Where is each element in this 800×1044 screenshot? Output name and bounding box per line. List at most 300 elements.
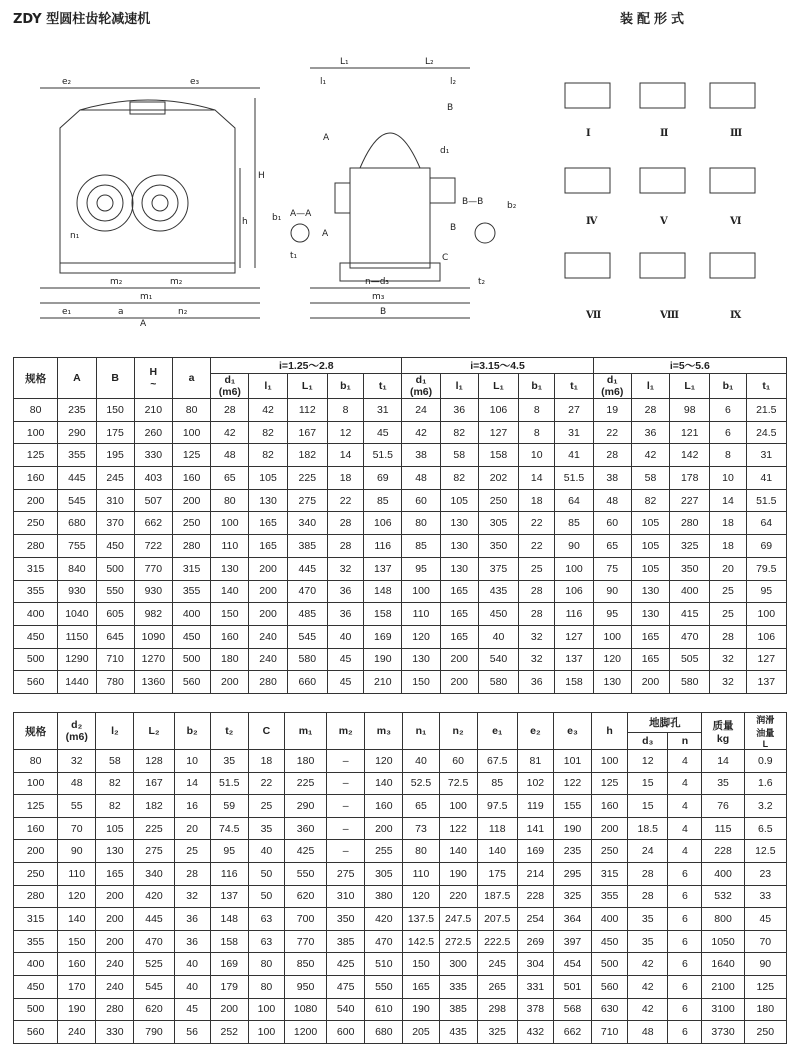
table-cell: 500 (172, 648, 210, 671)
table-cell: 355 (58, 444, 96, 467)
table-cell: 432 (517, 1021, 553, 1044)
col2-d3: d₃ (628, 733, 668, 750)
table-cell: 85 (364, 489, 402, 512)
table-cell: 165 (440, 603, 478, 626)
table-row (14, 862, 787, 885)
col2-e2: e₂ (517, 713, 553, 750)
dim-B: B (380, 307, 387, 317)
table-cell: 6 (668, 1021, 702, 1044)
table-cell: 130 (440, 512, 478, 535)
table-cell: 98 (670, 399, 710, 422)
table-cell: 252 (210, 1021, 248, 1044)
table-cell: 310 (327, 885, 365, 908)
table-cell: 275 (287, 489, 327, 512)
table-cell: 28 (327, 512, 363, 535)
table-cell: 280 (670, 512, 710, 535)
table-cell: 32 (58, 750, 96, 773)
table-cell: 48 (628, 1021, 668, 1044)
table-cell: 14 (519, 467, 555, 490)
table-cell: 80 (403, 840, 439, 863)
table-cell: 500 (14, 648, 58, 671)
dim-b2: b₂ (507, 201, 517, 211)
table-cell: 28 (628, 885, 668, 908)
table-cell: 36 (519, 671, 555, 694)
table-cell: 6 (668, 930, 702, 953)
table-cell: 190 (403, 998, 439, 1021)
table-cell: 378 (517, 998, 553, 1021)
table-cell: 710 (96, 648, 134, 671)
table-cell: 250 (14, 862, 58, 885)
table-cell: 550 (284, 862, 326, 885)
table-row (14, 557, 787, 580)
col-m6-r2: (m6) (409, 386, 433, 398)
table-cell: 14 (174, 772, 210, 795)
col2-n: n (668, 733, 702, 750)
table-cell: 35 (248, 817, 284, 840)
table-cell: 4 (668, 840, 702, 863)
table-cell: 137 (746, 671, 786, 694)
col2-kg: kg (716, 732, 730, 745)
table-cell: 35 (210, 750, 248, 773)
table-cell: 620 (284, 885, 326, 908)
table-cell: 12 (327, 421, 363, 444)
table-cell: 130 (593, 671, 631, 694)
table-cell: 35 (628, 908, 668, 931)
table-cell: 100 (555, 557, 593, 580)
table-cell: 355 (172, 580, 210, 603)
table-cell: 18 (710, 535, 746, 558)
table-cell: 10 (174, 750, 210, 773)
table-cell: 90 (555, 535, 593, 558)
table-cell: 167 (134, 772, 174, 795)
table-cell: 200 (592, 817, 628, 840)
table-cell: 50 (248, 885, 284, 908)
table-row (14, 930, 787, 953)
table-cell: 220 (439, 885, 477, 908)
dim-n1: n₁ (70, 231, 80, 241)
col2-e3: e₃ (553, 713, 591, 750)
table-cell: 38 (593, 467, 631, 490)
table-cell: 195 (96, 444, 134, 467)
table-cell: 315 (14, 557, 58, 580)
table-cell: 454 (553, 953, 591, 976)
table-cell: 36 (327, 580, 363, 603)
table-cell: 42 (631, 444, 669, 467)
table-cell: 42 (249, 399, 287, 422)
col2-spec: 规格 (14, 713, 58, 750)
table-cell: 48 (593, 489, 631, 512)
table-cell: 501 (553, 975, 591, 998)
table-cell: 100 (14, 421, 58, 444)
table-cell: 507 (134, 489, 172, 512)
dim-A: A (140, 319, 147, 328)
table-cell: 28 (631, 399, 669, 422)
table-cell: 205 (403, 1021, 439, 1044)
table-cell: 930 (58, 580, 96, 603)
col-H (134, 358, 172, 399)
table-cell: 568 (553, 998, 591, 1021)
table-cell: 65 (593, 535, 631, 558)
table-cell: 982 (134, 603, 172, 626)
table-cell: 400 (670, 580, 710, 603)
assembly-label-1: Ⅰ (586, 128, 591, 139)
table-cell: 6 (710, 421, 746, 444)
table-cell: 32 (710, 671, 746, 694)
table-cell: 290 (58, 421, 96, 444)
table-cell: 190 (364, 648, 402, 671)
table-cell: 101 (553, 750, 591, 773)
table-cell: 350 (327, 908, 365, 931)
table-cell: 155 (553, 795, 591, 818)
table-cell: 60 (593, 512, 631, 535)
table-cell: 25 (519, 557, 555, 580)
table-cell: 80 (211, 489, 249, 512)
table-cell: 148 (364, 580, 402, 603)
table-cell: 250 (172, 512, 210, 535)
table-cell: 350 (478, 535, 518, 558)
col-b1-r2: b₁ (519, 374, 555, 399)
table-cell: 22 (519, 512, 555, 535)
table-cell: 158 (555, 671, 593, 694)
table-cell: 28 (593, 444, 631, 467)
table-cell: 385 (439, 998, 477, 1021)
col2-oil (744, 713, 786, 750)
dim-m1: m₁ (140, 292, 153, 302)
table-cell: 23 (744, 862, 786, 885)
col-L1-r1: L₁ (287, 374, 327, 399)
col-a: a (172, 358, 210, 399)
table-cell: 200 (96, 885, 134, 908)
table-cell: 42 (211, 421, 249, 444)
table-cell: 560 (14, 671, 58, 694)
table-cell: 36 (440, 399, 478, 422)
table-cell: 63 (248, 908, 284, 931)
table-cell: 228 (517, 885, 553, 908)
col-m6-r1: (m6) (218, 386, 241, 398)
table-cell: 105 (631, 512, 669, 535)
table-row (14, 467, 787, 490)
table-cell: 225 (284, 772, 326, 795)
col2-m6: (m6) (65, 731, 88, 743)
table-row (14, 772, 787, 795)
table-cell: 500 (14, 998, 58, 1021)
table-cell: 1040 (58, 603, 96, 626)
col2-C: C (248, 713, 284, 750)
table-cell: 40 (478, 625, 518, 648)
col2-n1: n₁ (403, 713, 439, 750)
table-cell: 770 (284, 930, 326, 953)
table-cell: 6 (668, 885, 702, 908)
table-cell: 48 (402, 467, 440, 490)
dim-m2b: m₂ (170, 277, 183, 287)
col-d1-r3 (593, 374, 631, 399)
table-cell: 470 (134, 930, 174, 953)
table-cell: 160 (211, 625, 249, 648)
table-cell: 180 (284, 750, 326, 773)
table-cell: 41 (746, 467, 786, 490)
col2-L2: L₂ (134, 713, 174, 750)
table-cell: 275 (134, 840, 174, 863)
table-cell: 24 (402, 399, 440, 422)
table-cell: 140 (211, 580, 249, 603)
table-cell: 56 (174, 1021, 210, 1044)
dim-nd3: n—d₃ (365, 277, 390, 287)
table-cell: 42 (402, 421, 440, 444)
table-cell: 400 (172, 603, 210, 626)
table-cell: 40 (403, 750, 439, 773)
table-cell: – (327, 817, 365, 840)
table-cell: 214 (517, 862, 553, 885)
table-cell: 58 (440, 444, 478, 467)
table-cell: 240 (249, 625, 287, 648)
table-cell: 90 (58, 840, 96, 863)
table-cell: 545 (287, 625, 327, 648)
table-cell: 28 (211, 399, 249, 422)
table-cell: 12.5 (744, 840, 786, 863)
table-cell: 1360 (134, 671, 172, 694)
table-cell: 130 (249, 489, 287, 512)
table-cell: 680 (58, 512, 96, 535)
table-cell: 380 (365, 885, 403, 908)
table-cell: 110 (211, 535, 249, 558)
table-cell: 445 (287, 557, 327, 580)
table-cell: 102 (517, 772, 553, 795)
table-cell: 290 (284, 795, 326, 818)
table-cell: 25 (710, 603, 746, 626)
table-cell: 130 (96, 840, 134, 863)
table-cell: 780 (96, 671, 134, 694)
table-cell: 580 (478, 671, 518, 694)
table-cell: 18.5 (628, 817, 668, 840)
table-cell: 42 (628, 953, 668, 976)
table-cell: 22 (248, 772, 284, 795)
table-cell: 120 (58, 885, 96, 908)
table-cell: 160 (592, 795, 628, 818)
table-cell: 51.5 (364, 444, 402, 467)
table-cell: 14 (327, 444, 363, 467)
table-cell: 8 (519, 421, 555, 444)
table-cell: 470 (365, 930, 403, 953)
col2-oil-2: 油量 (756, 728, 775, 738)
table-cell: 70 (58, 817, 96, 840)
table-cell: 325 (670, 535, 710, 558)
table-cell: 36 (631, 421, 669, 444)
table-cell: 169 (517, 840, 553, 863)
table-cell: 400 (14, 953, 58, 976)
table-cell: 31 (746, 444, 786, 467)
table-cell: 28 (710, 625, 746, 648)
table-cell: 190 (58, 998, 96, 1021)
table-cell: 295 (553, 862, 591, 885)
reducer-drawing (0, 28, 800, 328)
dim-Aa: A (322, 229, 329, 239)
col-l1-r2: l₁ (440, 374, 478, 399)
table-cell: 165 (440, 580, 478, 603)
table-cell: 540 (478, 648, 518, 671)
col-A: A (58, 358, 96, 399)
table-row (14, 671, 787, 694)
table-cell: – (327, 795, 365, 818)
table-cell: 605 (96, 603, 134, 626)
table-cell: 280 (172, 535, 210, 558)
col2-e1: e₁ (477, 713, 517, 750)
col2-l2: l₂ (96, 713, 134, 750)
table-cell: 25 (174, 840, 210, 863)
table-cell: 72.5 (439, 772, 477, 795)
dim-AA: A—A (290, 209, 312, 219)
table-cell: 550 (365, 975, 403, 998)
table-cell: 200 (14, 840, 58, 863)
table-cell: 510 (365, 953, 403, 976)
table-cell: 100 (593, 625, 631, 648)
table-cell: 100 (248, 1021, 284, 1044)
table-cell: 80 (402, 512, 440, 535)
table-row (14, 512, 787, 535)
table-cell: 182 (134, 795, 174, 818)
col2-mass (702, 713, 744, 750)
table-cell: 435 (439, 1021, 477, 1044)
table-cell: 42 (628, 975, 668, 998)
table-cell: 385 (287, 535, 327, 558)
col-b1-r1: b₁ (327, 374, 363, 399)
col-H-label: H (149, 366, 158, 378)
table-row (14, 750, 787, 773)
table-cell: 355 (14, 930, 58, 953)
table-cell: 355 (14, 580, 58, 603)
table-cell: 125 (592, 772, 628, 795)
col-d1-label-r3: d₁ (606, 374, 618, 386)
table-cell: 445 (58, 467, 96, 490)
table-cell: 130 (631, 580, 669, 603)
table-cell: 18 (327, 467, 363, 490)
table-cell: 330 (134, 444, 172, 467)
table-cell: 28 (327, 535, 363, 558)
table-cell: 364 (553, 908, 591, 931)
col-t1-r1: t₁ (364, 374, 402, 399)
table-cell: 450 (592, 930, 628, 953)
assembly-label-9: Ⅸ (730, 310, 742, 321)
table-cell: 325 (477, 1021, 517, 1044)
col-L1-r3: L₁ (670, 374, 710, 399)
table-cell: 415 (670, 603, 710, 626)
table-cell: 560 (592, 975, 628, 998)
col2-holes: 地脚孔 (628, 713, 702, 733)
table-cell: 82 (249, 421, 287, 444)
table-cell: 64 (746, 512, 786, 535)
table-cell: 190 (553, 817, 591, 840)
table-cell: 2100 (702, 975, 744, 998)
col2-t2: t₂ (210, 713, 248, 750)
table-cell: 165 (403, 975, 439, 998)
table-cell: 45 (364, 421, 402, 444)
table-cell: 425 (327, 953, 365, 976)
table-cell: 450 (478, 603, 518, 626)
table-cell: 32 (519, 625, 555, 648)
table-cell: 121 (670, 421, 710, 444)
table-cell: 202 (478, 467, 518, 490)
table-cell: 178 (670, 467, 710, 490)
dim-l2: l₂ (450, 77, 457, 87)
table-cell: 755 (58, 535, 96, 558)
table-cell: 200 (440, 671, 478, 694)
table-cell: 485 (287, 603, 327, 626)
table-cell: 100 (439, 795, 477, 818)
col2-m1: m₁ (284, 713, 326, 750)
dim-BB: B—B (462, 197, 484, 207)
table-cell: 41 (555, 444, 593, 467)
table-cell: 160 (14, 817, 58, 840)
table-cell: 200 (172, 489, 210, 512)
assembly-label-8: Ⅷ (660, 310, 679, 321)
table-cell: 360 (284, 817, 326, 840)
table-cell: 74.5 (210, 817, 248, 840)
table-cell: 222.5 (477, 930, 517, 953)
table-cell: 158 (478, 444, 518, 467)
table-cell: 200 (249, 603, 287, 626)
table-cell: 65 (403, 795, 439, 818)
table-cell: 315 (592, 862, 628, 885)
table-cell: 540 (327, 998, 365, 1021)
col-d1-r1 (211, 374, 249, 399)
table-cell: 207.5 (477, 908, 517, 931)
assembly-label-2: Ⅱ (660, 128, 669, 139)
table-cell: 32 (327, 557, 363, 580)
table-cell: 0.9 (744, 750, 786, 773)
dim-h: h (242, 217, 248, 227)
table-cell: 24 (628, 840, 668, 863)
table-cell: – (327, 750, 365, 773)
table-cell: 6 (668, 908, 702, 931)
table-cell: 51.5 (210, 772, 248, 795)
table-cell: 95 (746, 580, 786, 603)
table-row (14, 885, 787, 908)
table-row (14, 817, 787, 840)
table-cell: 4 (668, 817, 702, 840)
table-cell: 6 (668, 975, 702, 998)
table-cell: 158 (364, 603, 402, 626)
col2-oil-1: 润滑 (756, 715, 775, 725)
col-B: B (96, 358, 134, 399)
table-cell: 240 (96, 953, 134, 976)
dim-L2: L₂ (425, 57, 434, 67)
table-cell: 40 (248, 840, 284, 863)
table-cell: 165 (249, 512, 287, 535)
col2-m2: m₂ (327, 713, 365, 750)
table-cell: 700 (284, 908, 326, 931)
table-row (14, 1021, 787, 1044)
table-cell: 245 (96, 467, 134, 490)
table-cell: 82 (249, 444, 287, 467)
table-cell: 21.5 (746, 399, 786, 422)
table-cell: 435 (478, 580, 518, 603)
table-cell: 81 (517, 750, 553, 773)
table-cell: 450 (14, 975, 58, 998)
table-cell: 167 (287, 421, 327, 444)
table-cell: 127 (555, 625, 593, 648)
table-input-shaft (13, 357, 787, 694)
table-cell: 85 (477, 772, 517, 795)
table-cell: 235 (553, 840, 591, 863)
table-cell: 1200 (284, 1021, 326, 1044)
assembly-label-4: Ⅳ (586, 216, 598, 227)
table-cell: 69 (746, 535, 786, 558)
table-cell: 76 (702, 795, 744, 818)
table-cell: 225 (134, 817, 174, 840)
table-cell: 15 (628, 795, 668, 818)
table-cell: 662 (134, 512, 172, 535)
table-cell: 1150 (58, 625, 96, 648)
table-cell: 100 (248, 998, 284, 1021)
